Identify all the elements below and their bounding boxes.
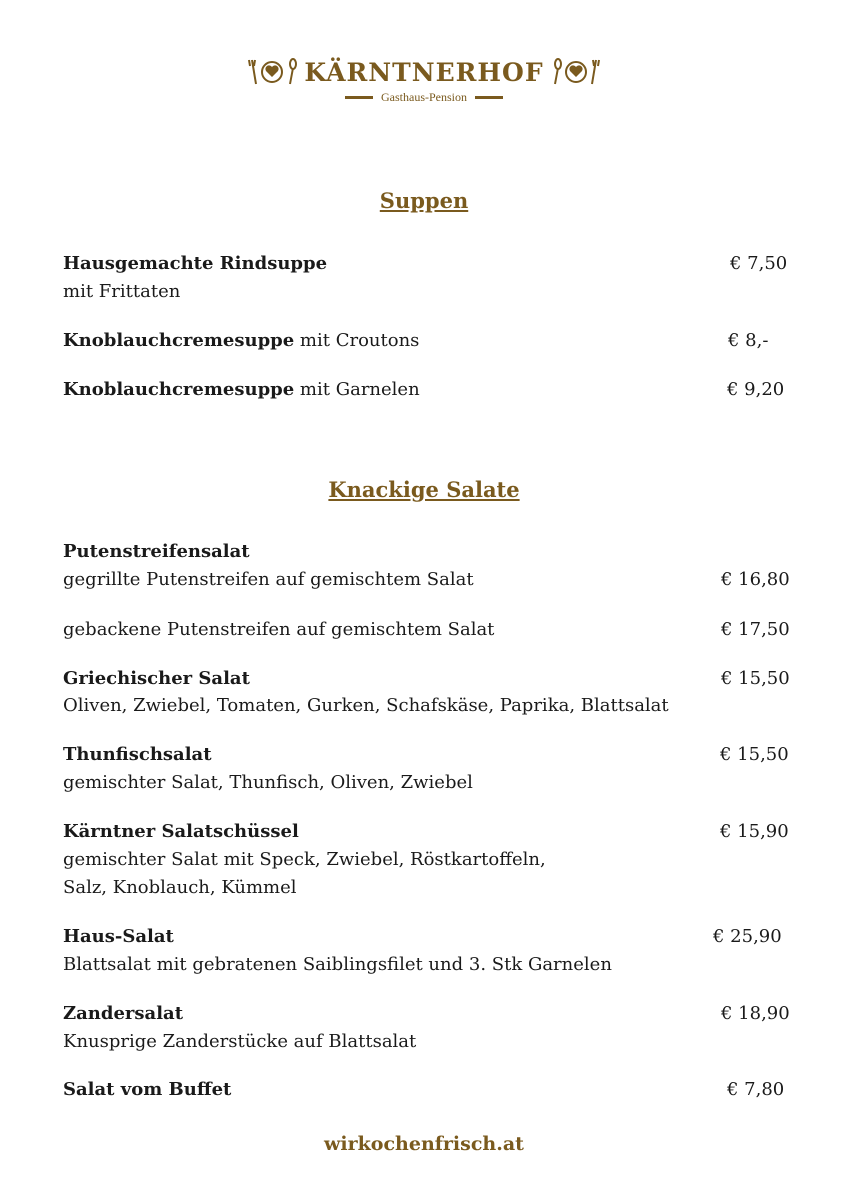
menu-item-desc: gegrillte Putenstreifen auf gemischtem Salat <box>63 569 474 590</box>
menu-item-name: Knoblauchcremesuppe mit Croutons <box>63 330 420 351</box>
logo <box>0 56 848 105</box>
menu-item-price: € 18,90 <box>721 1003 790 1024</box>
menu-item-desc: gemischter Salat, Thunfisch, Oliven, Zwiebel <box>63 772 473 793</box>
menu-item-desc: Knusprige Zanderstücke auf Blattsalat <box>63 1031 417 1052</box>
menu-item-price: € 15,90 <box>720 821 789 842</box>
menu-item-price: € 8,- <box>728 330 769 351</box>
section-title-salate: Knackige Salate <box>328 477 520 502</box>
menu-item-price: € 15,50 <box>720 744 789 765</box>
logo-subtitle: Gasthaus-Pension <box>381 90 467 104</box>
footer-website: wirkochenfrisch.at <box>324 1133 524 1155</box>
menu-item-desc: gemischter Salat mit Speck, Zwiebel, Röstkartoffeln, <box>63 849 546 870</box>
menu-item-price: € 9,20 <box>727 379 785 400</box>
section-title-suppen: Suppen <box>379 188 469 213</box>
menu-item-name: Haus-Salat <box>63 926 174 947</box>
menu-item-desc: Blattsalat mit gebratenen Saiblingsfilet und 3. Stk Garnelen <box>63 954 612 975</box>
menu-item-name: Hausgemachte Rindsuppe <box>63 253 328 274</box>
menu-item-desc: Oliven, Zwiebel, Tomaten, Gurken, Schafskäse, Paprika, Blattsalat <box>63 695 669 716</box>
menu-item-price: € 25,90 <box>713 926 782 947</box>
menu-item-name: Griechischer Salat <box>63 668 250 689</box>
menu-item-name: Salat vom Buffet <box>63 1079 232 1100</box>
menu-item-price: € 17,50 <box>721 619 790 640</box>
divider <box>475 96 503 99</box>
menu-item-name: Zandersalat <box>63 1003 184 1024</box>
menu-item-price: € 7,50 <box>730 253 788 274</box>
menu-item-desc: gebackene Putenstreifen auf gemischtem Salat <box>63 619 495 640</box>
menu-item-desc: Salz, Knoblauch, Kümmel <box>63 877 297 898</box>
divider <box>345 96 373 99</box>
menu-item-name: Putenstreifensalat <box>63 541 250 562</box>
menu-item-price: € 7,80 <box>727 1079 785 1100</box>
heart-cutlery-icon <box>246 56 298 88</box>
logo-title: KÄRNTNERHOF <box>304 57 544 87</box>
menu-item-price: € 15,50 <box>721 668 790 689</box>
menu-item-name: Knoblauchcremesuppe mit Garnelen <box>63 379 420 400</box>
menu-item-price: € 16,80 <box>721 569 790 590</box>
menu-item-desc: mit Frittaten <box>63 281 181 302</box>
heart-cutlery-icon <box>550 56 602 88</box>
menu-item-name: Thunfischsalat <box>63 744 212 765</box>
menu-item-name: Kärntner Salatschüssel <box>63 821 299 842</box>
